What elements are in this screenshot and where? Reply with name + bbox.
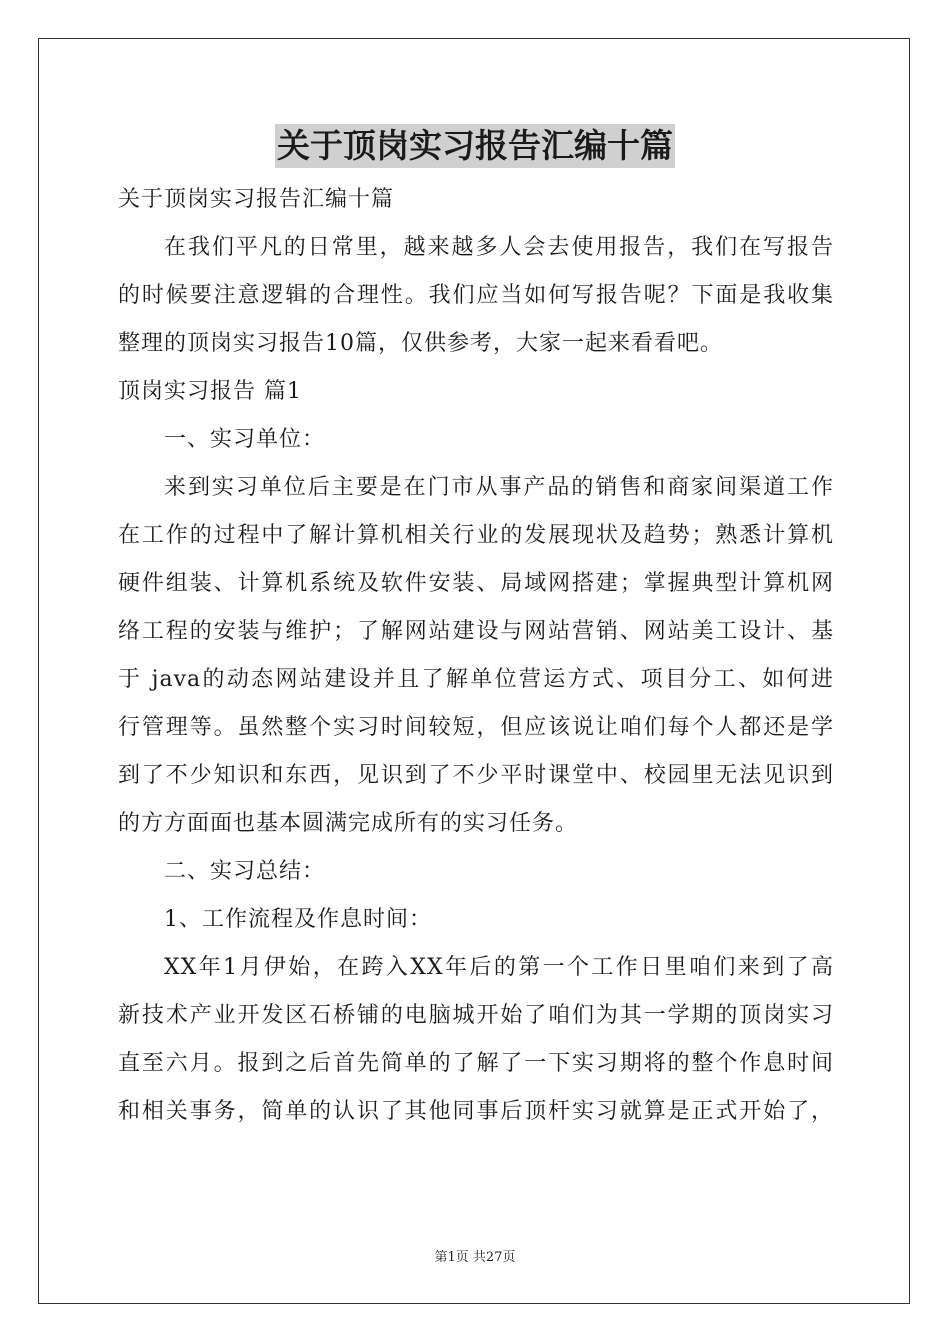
page-number-footer: 第1页 共27页 [434,1250,516,1265]
subsection-heading: 1、工作流程及作息时间： [164,907,432,932]
paragraph-line: 在工作的过程中了解计算机相关行业的发展现状及趋势；熟悉计算机 [118,523,834,548]
paragraph-line: 硬件组装、计算机系统及软件安装、局域网搭建；掌握典型计算机网 [118,571,834,596]
title-area [0,124,950,168]
paragraph-line: 来到实习单位后主要是在门市从事产品的销售和商家间渠道工作 [164,475,834,500]
paragraph-line: 于 java的动态网站建设并且了解单位营运方式、项目分工、如何进 [118,667,834,692]
paragraph-line: 行管理等。虽然整个实习时间较短，但应该说让咱们每个人都还是学 [118,715,834,740]
paragraph-line: 到了不少知识和东西，见识到了不少平时课堂中、校园里无法见识到 [118,763,834,788]
subsection-heading: 一、实习单位： [164,427,326,452]
paragraph-line: 在我们平凡的日常里，越来越多人会去使用报告，我们在写报告 [164,235,834,260]
document-subtitle: 关于顶岗实习报告汇编十篇 [118,187,395,212]
document-body [118,176,834,1136]
paragraph-line: 新技术产业开发区石桥铺的电脑城开始了咱们为其一学期的顶岗实习 [118,1003,834,1028]
paragraph-line: 直至六月。报到之后首先简单的了解了一下实习期将的整个作息时间 [118,1051,834,1076]
document-title: 关于顶岗实习报告汇编十篇 [275,124,675,168]
subsection-heading: 二、实习总结： [164,859,326,884]
paragraph-line: 的时候要注意逻辑的合理性。我们应当如何写报告呢？下面是我收集 [118,283,834,308]
paragraph-line: XX年1月伊始，在跨入XX年后的第一个工作日里咱们来到了高 [164,955,834,980]
paragraph-line: 整理的顶岗实习报告10篇，仅供参考，大家一起来看看吧。 [118,331,723,356]
paragraph-line: 的方方面面也基本圆满完成所有的实习任务。 [118,811,579,836]
paragraph-line: 和相关事务，简单的认识了其他同事后顶杆实习就算是正式开始了， [118,1099,834,1124]
paragraph-line: 络工程的安装与维护；了解网站建设与网站营销、网站美工设计、基 [118,619,834,644]
section-heading: 顶岗实习报告 篇1 [118,379,302,404]
